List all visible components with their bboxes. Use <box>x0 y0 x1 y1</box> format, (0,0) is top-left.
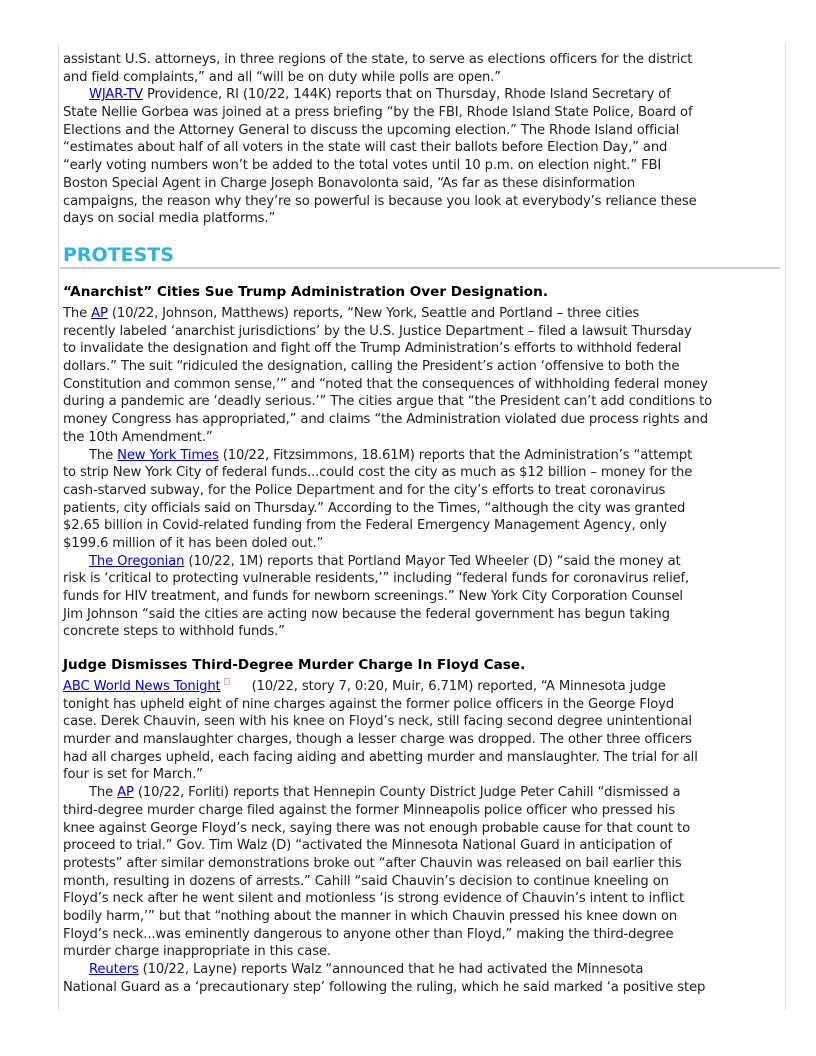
text-span: (10/22, Johnson, Matthews) reports, “New York, Seattle and Portland – three cities <box>107 306 640 321</box>
text-span: funds for HIV treatment, and funds for newborn screenings.” New York City Corporation Counsel <box>63 589 683 604</box>
text-span: (10/22, 1M) reports that Portland Mayor Ted Wheeler (D) “said the money at <box>184 553 681 569</box>
lead-text: The <box>63 306 92 321</box>
source-link[interactable]: AP <box>117 785 134 801</box>
text-span: risk is ‘critical to protecting vulnerable residents,’” including “federal funds for coronavirus relief, <box>63 571 690 587</box>
source-link[interactable]: New York Times <box>117 447 219 463</box>
text-line <box>63 890 783 908</box>
text-line <box>63 908 783 926</box>
text-span: recently labeled ‘anarchist jurisdictions’ by the U.S. Justice Department – filed a lawsuit Thursday <box>63 323 692 339</box>
text-line <box>63 500 783 518</box>
section-divider <box>60 267 780 269</box>
text-span: tonight has upheld eight of nine charges against the former police officers in the George Floyd <box>63 696 675 712</box>
text-span: the 10th Amendment.” <box>63 429 213 445</box>
text-line <box>63 713 783 731</box>
text-line <box>63 482 783 500</box>
text-span: money Congress has appropriated,” and claims “the Administration violated due process rights and <box>63 412 708 428</box>
text-span: campaigns, the reason why they’re so powerful is because you look at everybody’s reliance these <box>63 193 697 209</box>
text-span: “early voting numbers won’t be added to the total votes until 10 p.m. on election night.” FBI <box>63 158 662 174</box>
text-span: patients, city officials said on Thursday.” According to the Times, “although the city was granted <box>63 500 686 516</box>
text-line <box>63 553 783 571</box>
text-line <box>63 731 783 749</box>
text-span: $2.65 billion in Covid-related funding from the Federal Emergency Management Agency, only <box>63 518 667 534</box>
article-body <box>63 678 783 996</box>
media-icon[interactable] <box>224 678 230 685</box>
source-link[interactable]: The Oregonian <box>89 553 185 569</box>
text-span: Jim Johnson “said the cities are acting now because the federal government has begun taking <box>63 606 670 622</box>
text-span: cash-starved subway, for the Police Department and for the city’s efforts to treat coronavirus <box>63 482 666 498</box>
text-span: (10/22, Layne) reports Walz “announced that he had activated the Minnesota <box>138 962 644 977</box>
text-line <box>63 802 783 820</box>
text-line <box>63 535 783 553</box>
text-line <box>63 820 783 838</box>
text-line <box>63 122 783 140</box>
text-span: $199.6 million of it has been doled out.” <box>63 535 324 551</box>
text-span: Boston Special Agent in Charge Joseph Bonavolonta said, “As far as these disinformation <box>63 175 636 191</box>
text-line <box>63 210 783 228</box>
text-span: murder and manslaughter charges, though a lesser charge was dropped. The other three officers <box>63 732 692 748</box>
text-line <box>63 157 783 175</box>
text-span: to invalidate the designation and fight off the Trump Administration’s efforts to withhold federal <box>63 341 682 357</box>
text-line <box>63 570 783 588</box>
text-span: dollars.” The suit “ridiculed the designation, calling the President’s action ‘offensive to both the <box>63 359 680 375</box>
text-span: days on social media platforms.” <box>63 211 276 227</box>
text-line <box>63 447 783 465</box>
paragraph <box>63 678 783 784</box>
text-line <box>63 961 783 979</box>
text-span: case. Derek Chauvin, seen with his knee on Floyd’s neck, still facing second degree unintentional <box>63 714 692 730</box>
text-span: to strip New York City of federal funds...could cost the city as much as $12 billion – money for the <box>63 465 693 481</box>
article-headline: Judge Dismisses Third-Degree Murder Charge In Floyd Case. <box>63 657 526 673</box>
text-line <box>63 623 783 641</box>
text-line <box>63 358 783 376</box>
text-span: Floyd’s neck after he went silent and motionless ‘is strong evidence of Chauvin’s intent to inflict <box>63 891 684 907</box>
text-line <box>63 766 783 784</box>
text-line <box>63 926 783 944</box>
section-heading: PROTESTS <box>63 244 174 266</box>
text-span: Providence, RI (10/22, 144K) reports that on Thursday, Rhode Island Secretary of <box>142 87 671 103</box>
text-line <box>63 86 783 104</box>
text-line <box>63 784 783 802</box>
text-line <box>63 411 783 429</box>
paragraph <box>63 553 783 641</box>
article-body <box>63 51 783 228</box>
text-line <box>63 139 783 157</box>
text-line <box>63 193 783 211</box>
text-span: during a pandemic are ‘deadly serious.’” The cities argue that “the President can’t add conditions to <box>63 394 713 410</box>
text-span: month, resulting in dozens of arrests.” Cahill “said Chauvin’s decision to continue kneeling on <box>63 873 669 889</box>
text-line <box>63 393 783 411</box>
lead-text: The <box>89 785 118 801</box>
text-span: Floyd’s neck...was eminently dangerous to anyone other than Floyd,” making the third-degree <box>63 926 674 942</box>
text-span: (10/22, Forliti) reports that Hennepin County District Judge Peter Cahill “dismissed a <box>133 785 681 801</box>
text-span: “estimates about half of all voters in the state will cast their ballots before Election Day,” and <box>63 140 668 156</box>
text-span: four is set for March.” <box>63 767 203 783</box>
paragraph <box>63 784 783 961</box>
text-line <box>63 69 783 87</box>
text-line <box>63 323 783 341</box>
text-span: (10/22, Fitzsimmons, 18.61M) reports that the Administration’s “attempt <box>218 447 693 463</box>
paragraph <box>63 447 783 553</box>
text-span: protests” after similar demonstrations broke out “after Chauvin was released on bail earlier this <box>63 855 682 871</box>
text-line <box>63 104 783 122</box>
text-line <box>63 429 783 447</box>
text-span: (10/22, story 7, 0:20, Muir, 6.71M) reported, “A Minnesota judge <box>251 679 666 694</box>
text-line <box>63 51 783 69</box>
lead-text: The <box>89 447 118 463</box>
text-line <box>63 376 783 394</box>
text-line <box>63 855 783 873</box>
source-link[interactable]: WJAR-TV <box>89 87 143 103</box>
article-headline: “Anarchist” Cities Sue Trump Administration Over Designation. <box>63 284 548 300</box>
text-line <box>63 606 783 624</box>
text-span: assistant U.S. attorneys, in three regions of the state, to serve as elections officers for the district <box>63 52 693 67</box>
text-span: bodily harm,’” but that “nothing about the manner in which Chauvin pressed his knee down on <box>63 908 678 924</box>
text-span: National Guard as a ‘precautionary step’ following the ruling, which he said marked ‘a positive step <box>63 979 706 995</box>
text-span: Elections and the Attorney General to discuss the upcoming election.” The Rhode Island official <box>63 122 680 138</box>
text-span: had all charges upheld, each facing aiding and abetting murder and manslaughter. The trial for all <box>63 749 698 765</box>
text-span: Constitution and common sense,’” and “noted that the consequences of withholding federal money <box>63 376 708 392</box>
text-line <box>63 979 783 997</box>
paragraph <box>63 86 783 228</box>
text-span: and field complaints,” and all “will be on duty while polls are open.” <box>63 69 501 85</box>
text-line <box>63 678 783 696</box>
text-line <box>63 305 783 323</box>
text-line <box>63 340 783 358</box>
source-link[interactable]: Reuters <box>89 962 139 977</box>
paragraph <box>63 51 783 86</box>
text-span: third-degree murder charge filed against the former Minneapolis police officer who pressed his <box>63 802 676 818</box>
paragraph <box>63 961 783 996</box>
text-span: concrete steps to withhold funds.” <box>63 624 285 640</box>
source-link[interactable]: AP <box>91 306 108 321</box>
text-span: murder charge inappropriate in this case. <box>63 944 331 960</box>
text-span: State Nellie Gorbea was joined at a press briefing “by the FBI, Rhode Island State Police, Board of <box>63 105 693 121</box>
paragraph <box>63 305 783 447</box>
text-line <box>63 588 783 606</box>
text-line <box>63 175 783 193</box>
text-line <box>63 943 783 961</box>
article-body <box>63 305 783 641</box>
text-line <box>63 873 783 891</box>
text-line <box>63 464 783 482</box>
text-line <box>63 517 783 535</box>
source-link[interactable]: ABC World News Tonight <box>63 679 221 694</box>
text-span: proceed to trial.” Gov. Tim Walz (D) “activated the Minnesota National Guard in anticipation of <box>63 838 672 854</box>
text-line <box>63 696 783 714</box>
text-line <box>63 837 783 855</box>
text-line <box>63 749 783 767</box>
text-span: knee against George Floyd’s neck, saying there was not enough probable cause for that count to <box>63 820 690 836</box>
